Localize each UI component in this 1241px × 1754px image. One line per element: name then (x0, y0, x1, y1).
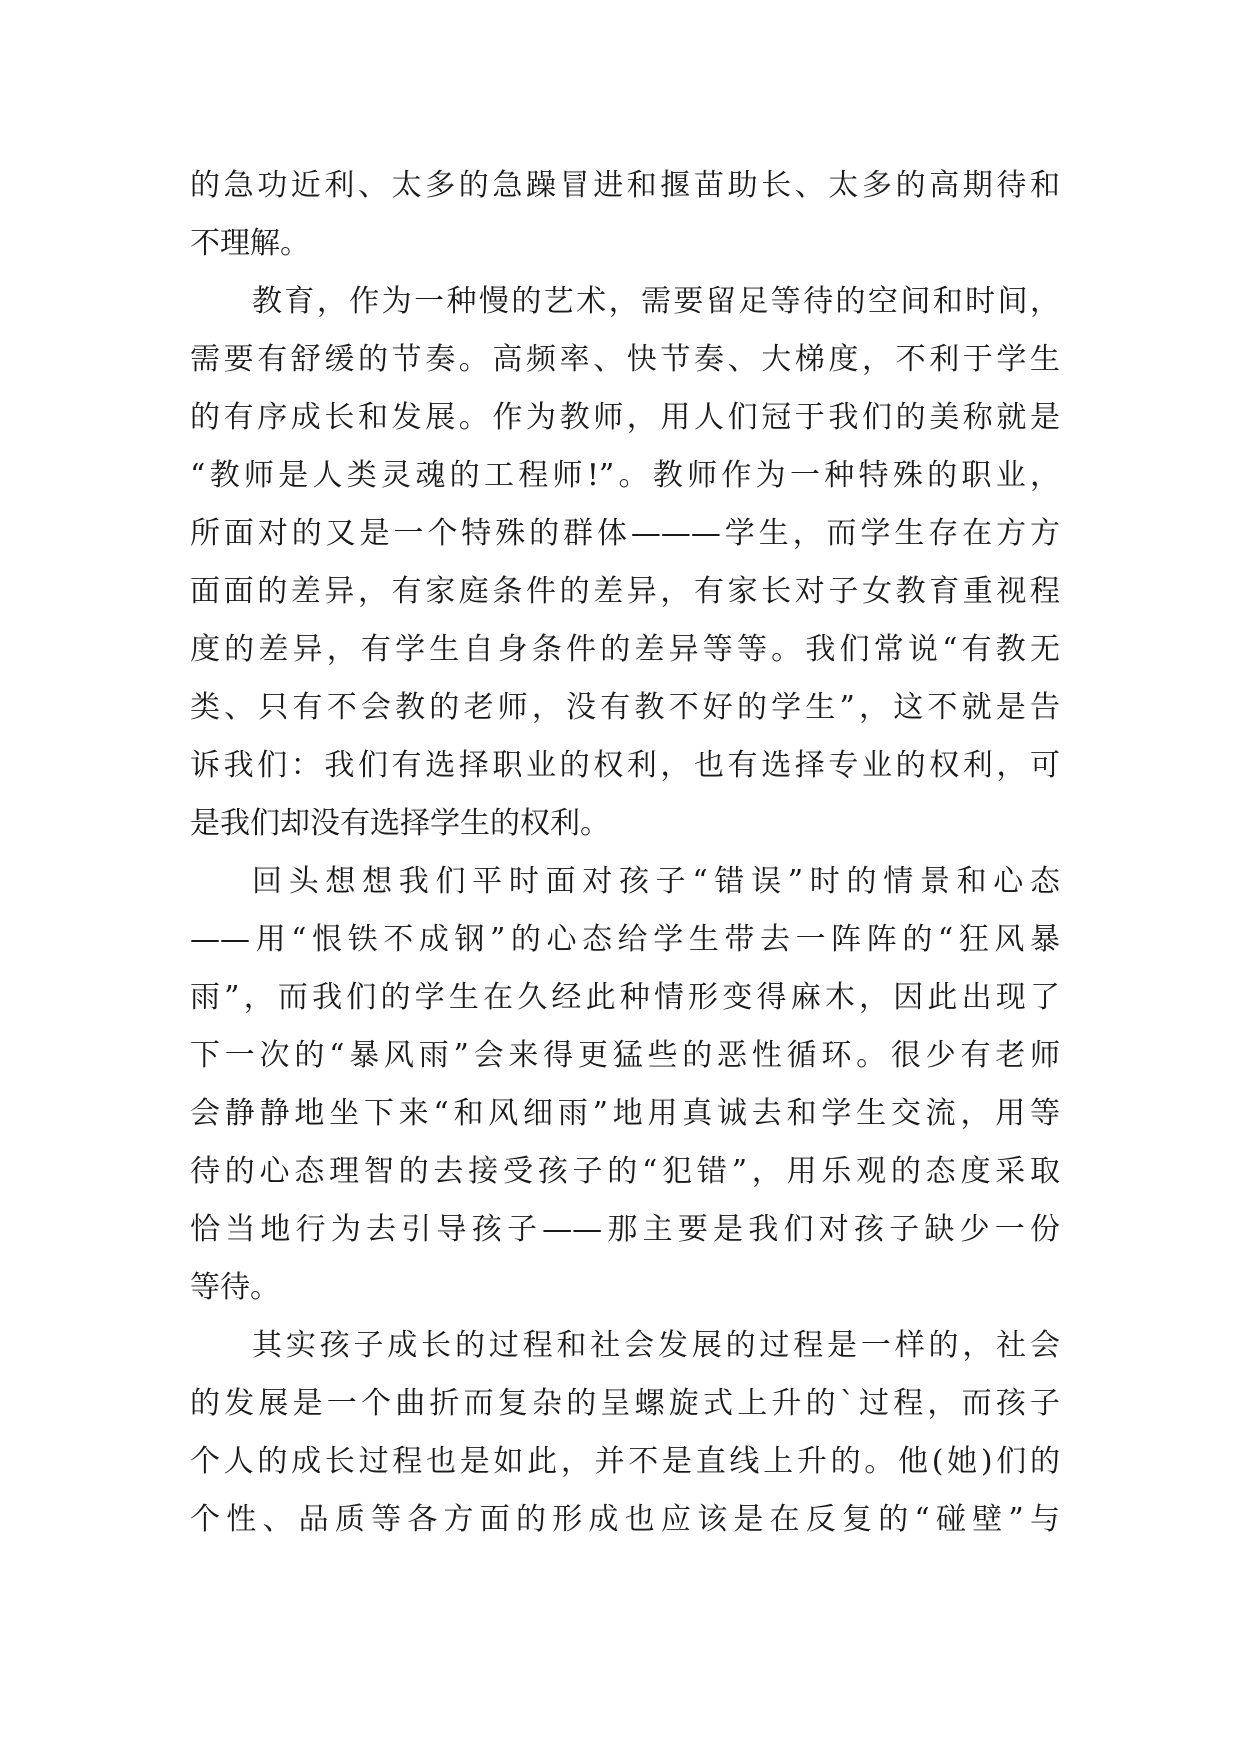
text-line: 度的差异，有学生自身条件的差异等等。我们常说“有教无 (190, 632, 1060, 667)
text-line: 面面的差异，有家庭条件的差异，有家长对子女教育重视程 (190, 574, 1060, 609)
text-line: 教育，作为一种慢的艺术，需要留足等待的空间和时间， (252, 284, 1060, 319)
paragraph-3 (190, 853, 1060, 1317)
text-line: 类、只有不会教的老师，没有教不好的学生”，这不就是告 (190, 690, 1060, 725)
paragraph-4 (190, 1317, 1060, 1549)
text-line: 下一次的“暴风雨”会来得更猛些的恶性循环。很少有老师 (190, 1038, 1060, 1073)
text-line: 其实孩子成长的过程和社会发展的过程是一样的，社会 (252, 1328, 1060, 1363)
text-line: 个人的成长过程也是如此，并不是直线上升的。他(她)们的 (190, 1444, 1060, 1479)
document-body (190, 157, 1060, 1549)
paragraph-2 (190, 273, 1060, 853)
text-line: 的发展是一个曲折而复杂的呈螺旋式上升的`过程，而孩子 (190, 1386, 1060, 1421)
text-line: 待的心态理智的去接受孩子的“犯错”，用乐观的态度采取 (190, 1154, 1060, 1189)
text-line: ——用“恨铁不成钢”的心态给学生带去一阵阵的“狂风暴 (190, 922, 1060, 957)
text-line: 诉我们：我们有选择职业的权利，也有选择专业的权利，可 (190, 748, 1060, 783)
text-line: 的有序成长和发展。作为教师，用人们冠于我们的美称就是 (190, 400, 1060, 435)
text-line: 回头想想我们平时面对孩子“错误”时的情景和心态 (252, 864, 1060, 899)
text-line: 个性、品质等各方面的形成也应该是在反复的“碰壁”与 (190, 1502, 1060, 1537)
text-line: 的急功近利、太多的急躁冒进和揠苗助长、太多的高期待和 (190, 168, 1060, 203)
text-line: “教师是人类灵魂的工程师!”。教师作为一种特殊的职业， (190, 458, 1060, 493)
text-line: 不理解。 (190, 226, 310, 261)
text-line: 需要有舒缓的节奏。高频率、快节奏、大梯度，不利于学生 (190, 342, 1060, 377)
text-line: 会静静地坐下来“和风细雨”地用真诚去和学生交流，用等 (190, 1096, 1060, 1131)
paragraph-1 (190, 157, 1060, 273)
text-line: 等待。 (190, 1270, 280, 1305)
text-line: 恰当地行为去引导孩子——那主要是我们对孩子缺少一份 (190, 1212, 1060, 1247)
text-line: 所面对的又是一个特殊的群体———学生，而学生存在方方 (190, 516, 1060, 551)
text-line: 是我们却没有选择学生的权利。 (190, 806, 610, 841)
text-line: 雨”，而我们的学生在久经此种情形变得麻木，因此出现了 (190, 980, 1060, 1015)
